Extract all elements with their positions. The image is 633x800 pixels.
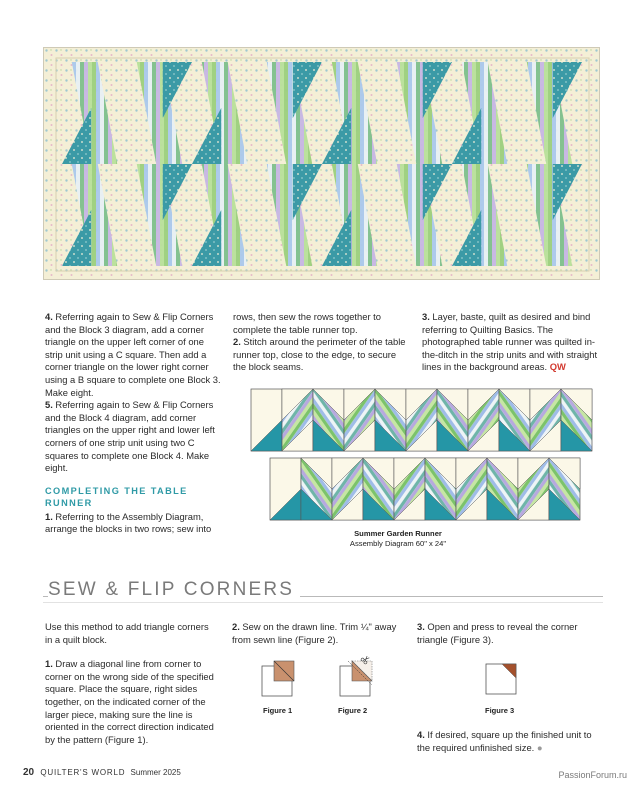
page-footer — [23, 768, 181, 778]
step-number: 2. — [233, 336, 241, 348]
step-number: 5. — [45, 399, 53, 411]
assembly-block — [394, 458, 425, 520]
end-dot-icon: ● — [536, 741, 543, 753]
assembly-block — [251, 389, 282, 451]
sew-flip-title: SEW & FLIP CORNERS — [48, 578, 300, 602]
section-heading-completing: COMPLETING THE TABLE RUNNER — [45, 485, 188, 509]
figure-3-drawing — [486, 664, 516, 694]
instructions-column-3 — [422, 311, 604, 374]
sew-flip-figures — [230, 656, 610, 726]
assembly-block — [425, 458, 456, 520]
assembly-block — [344, 389, 375, 451]
step-text: Referring again to Sew & Flip Corners and the Block 4 diagram, add corner triangles on the upper right and lower left corners of one strip unit using two C squares to complete one Block 4. Make eight. — [45, 399, 215, 474]
step-number: 3. — [422, 311, 430, 322]
step-text: Referring to the Assembly Diagram, arrange the blocks in two rows; sew into — [45, 510, 212, 535]
assembly-block — [301, 458, 332, 520]
section-divider-secondary — [43, 602, 603, 603]
assembly-block — [282, 389, 313, 451]
assembly-block — [332, 458, 363, 520]
page-number: 20 — [23, 767, 35, 778]
step-5 — [45, 399, 223, 475]
assembly-block — [468, 389, 499, 451]
step-text: Layer, baste, quilt as desired and bind referring to Quilting Basics. The photographed table runner was quilted in-the-ditch in the strip units and with straight lines in the background areas. — [422, 311, 598, 373]
assembly-block — [270, 458, 301, 520]
assembly-block — [437, 389, 468, 451]
step-number: 1. — [45, 510, 53, 522]
step-text: Draw a diagonal line from corner to corner on the wrong side of the specified square. Place the square, right sides together, on the indicated corner of the larger piece, making sure the line is oriented in the correct direction indicated by the pattern (Figure 1). — [45, 658, 214, 745]
step-number: 2. — [232, 621, 240, 632]
figure-2-label: Figure 2 — [338, 706, 368, 715]
sew-flip-step-2 — [232, 621, 412, 646]
step-2 — [233, 336, 408, 374]
table-runner-photo — [43, 47, 600, 280]
assembly-block — [313, 389, 344, 451]
sew-flip-step-4 — [417, 729, 603, 754]
step-text: Referring again to Sew & Flip Corners and the Block 3 diagram, add a corner triangle on the upper left corner of one strip unit using a C square. Then add a corner triangle on the lower right corner using a B square to complete one Block 3. Make eight. — [45, 311, 221, 398]
assembly-block — [530, 389, 561, 451]
sew-flip-step-4-block — [417, 729, 603, 754]
assembly-diagram-drawing — [250, 388, 604, 533]
figure-1-label: Figure 1 — [263, 706, 293, 715]
figure-3-label: Figure 3 — [485, 706, 515, 715]
assembly-subtitle: Assembly Diagram 60" x 24" — [349, 539, 447, 548]
assembly-block — [363, 458, 394, 520]
assembly-diagram — [250, 388, 604, 533]
sew-flip-column-1 — [45, 621, 215, 746]
step-text: Stitch around the perimeter of the table runner top, close to the edge, to secure the block seams. — [233, 336, 406, 373]
figure-1-drawing — [262, 661, 294, 696]
instructions-column-1 — [45, 311, 223, 536]
assembly-block — [456, 458, 487, 520]
sew-flip-column-2 — [232, 621, 412, 646]
sew-flip-step-3 — [417, 621, 603, 646]
assembly-block — [406, 389, 437, 451]
step-4 — [45, 311, 223, 399]
sew-flip-intro: Use this method to add triangle corners in a quilt block. — [45, 621, 209, 645]
step-text: Open and press to reveal the corner triangle (Figure 3). — [417, 621, 578, 645]
step-number: 4. — [417, 729, 425, 740]
step-number: 1. — [45, 658, 53, 670]
instructions-column-2 — [233, 311, 408, 374]
sew-flip-column-3 — [417, 621, 603, 646]
assembly-title: Summer Garden Runner — [354, 529, 442, 538]
magazine-name: QUILTER'S WORLD — [40, 768, 126, 777]
issue-label: Summer 2025 — [130, 768, 181, 777]
assembly-block — [518, 458, 549, 520]
assembly-block — [375, 389, 406, 451]
assembly-block — [487, 458, 518, 520]
assembly-block — [499, 389, 530, 451]
step-text: Sew on the drawn line. Trim ¼" away from sewn line (Figure 2). — [232, 621, 397, 645]
assembly-block — [561, 389, 592, 451]
table-runner-illustration — [44, 48, 600, 280]
step-number: 4. — [45, 311, 53, 322]
assembly-caption — [318, 529, 478, 549]
end-mark: QW — [549, 361, 566, 373]
step-1-continued: rows, then sew the rows together to complete the table runner top. — [233, 311, 381, 335]
step-text: If desired, square up the finished unit to the required unfinished size. — [417, 729, 592, 753]
figure-2-drawing — [340, 656, 372, 696]
step-3 — [422, 311, 604, 374]
assembly-block — [549, 458, 580, 520]
watermark: PassionForum.ru — [558, 770, 627, 780]
step-1 — [45, 511, 223, 536]
figures-drawing — [230, 656, 610, 706]
step-number: 3. — [417, 621, 425, 632]
sew-flip-step-1 — [45, 658, 215, 746]
